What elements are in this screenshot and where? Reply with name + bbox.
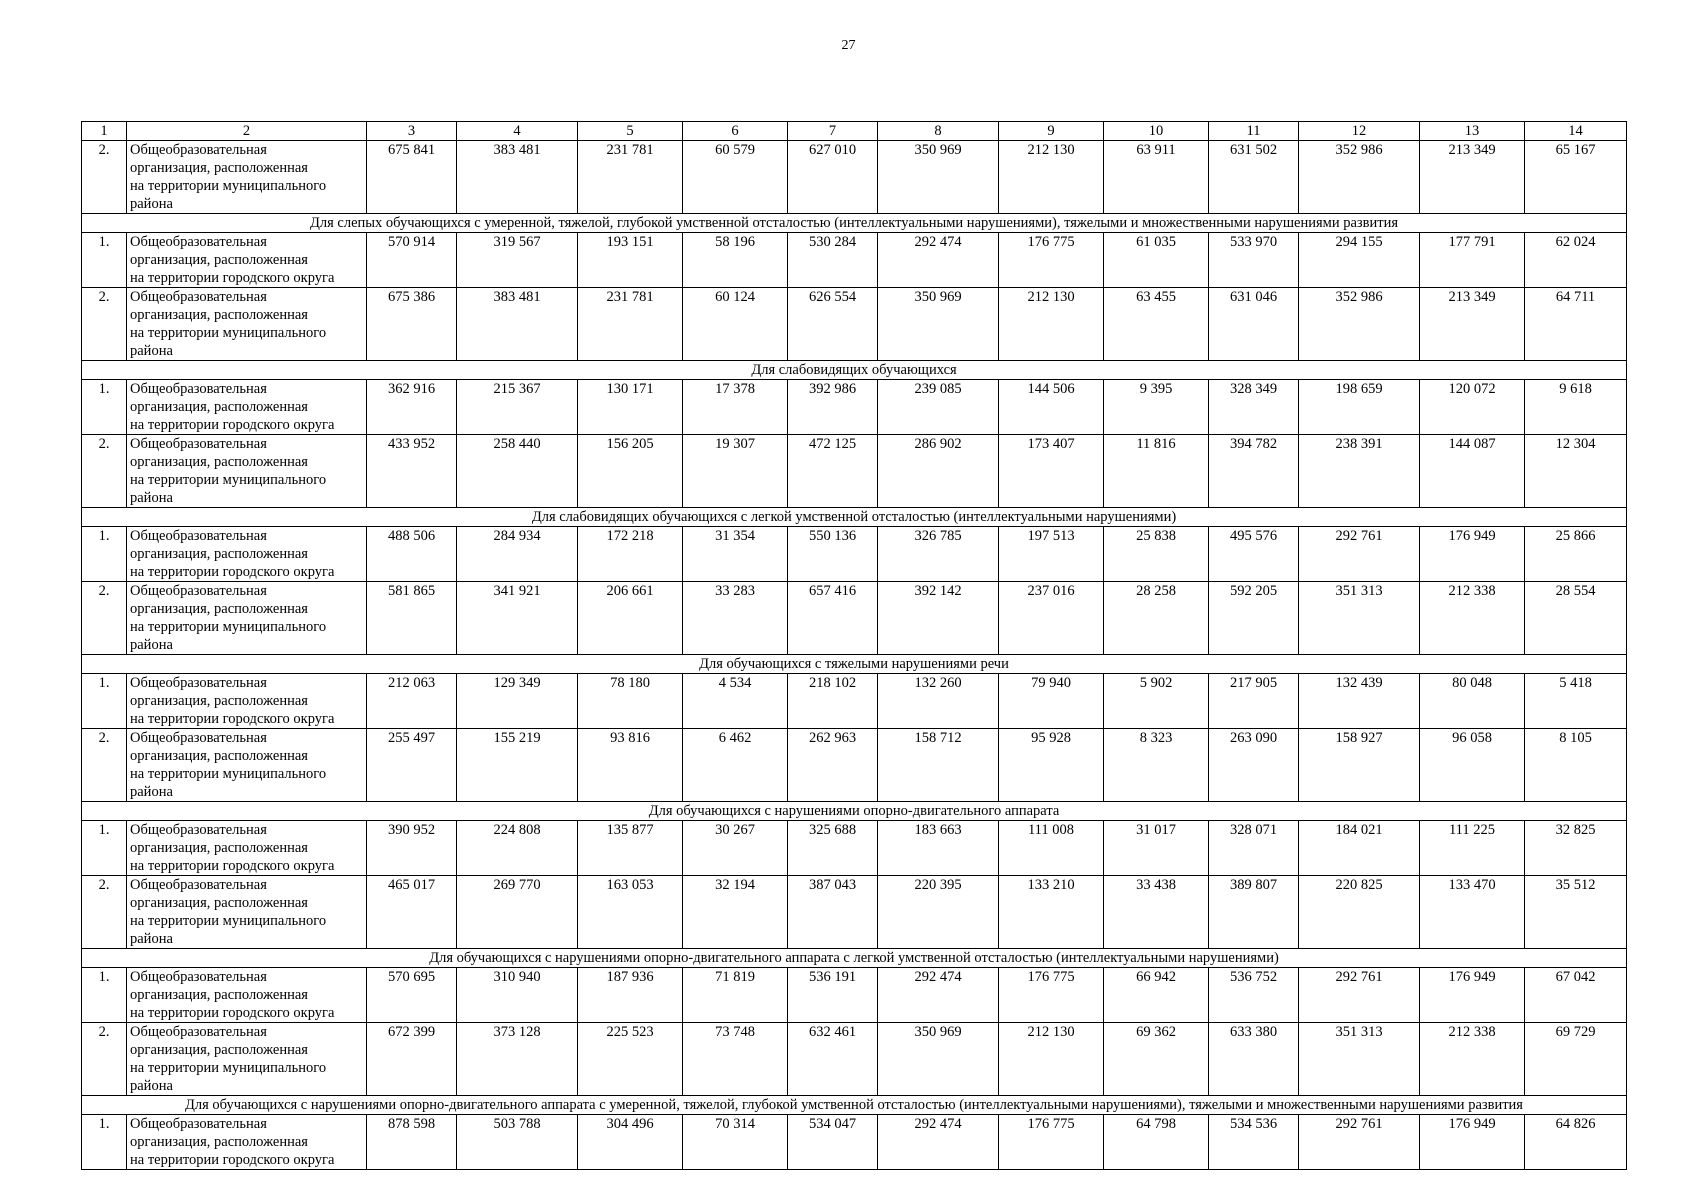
value-cell: 224 808 — [457, 821, 578, 876]
value-cell: 350 969 — [878, 1023, 999, 1096]
value-cell: 69 729 — [1525, 1023, 1627, 1096]
value-cell: 550 136 — [788, 527, 878, 582]
category-title: Для обучающихся с нарушениями опорно-двигательного аппарата с умеренной, тяжелой, глубокой умственной отсталостью (интеллектуальными нарушениями), тяжелыми и множественными нарушениями развития — [82, 1096, 1627, 1115]
value-cell: 4 534 — [683, 674, 788, 729]
value-cell: 212 338 — [1420, 1023, 1525, 1096]
organization-name — [127, 288, 367, 361]
organization-name-line: на территории городского округа — [130, 417, 335, 433]
organization-name-line: на территории муниципального — [130, 913, 327, 929]
row-number: 2. — [82, 141, 127, 214]
value-cell: 176 949 — [1420, 968, 1525, 1023]
value-cell: 350 969 — [878, 288, 999, 361]
value-cell: 198 659 — [1299, 380, 1420, 435]
organization-name-line: организация, расположенная — [130, 160, 308, 176]
value-cell: 212 130 — [999, 288, 1104, 361]
organization-name-line: Общеобразовательная — [130, 583, 267, 599]
organization-name-line: Общеобразовательная — [130, 969, 267, 985]
value-cell: 8 105 — [1525, 729, 1627, 802]
category-row — [82, 1096, 1627, 1115]
value-cell: 383 481 — [457, 288, 578, 361]
row-number: 2. — [82, 288, 127, 361]
value-cell: 292 761 — [1299, 1115, 1420, 1170]
column-number-header: 13 — [1420, 122, 1525, 141]
table-row — [82, 876, 1627, 949]
value-cell: 32 825 — [1525, 821, 1627, 876]
value-cell: 28 258 — [1104, 582, 1209, 655]
column-number-header: 5 — [578, 122, 683, 141]
value-cell: 392 986 — [788, 380, 878, 435]
value-cell: 206 661 — [578, 582, 683, 655]
value-cell: 63 911 — [1104, 141, 1209, 214]
value-cell: 33 283 — [683, 582, 788, 655]
organization-name-line: Общеобразовательная — [130, 822, 267, 838]
value-cell: 183 663 — [878, 821, 999, 876]
value-cell: 351 313 — [1299, 1023, 1420, 1096]
category-row — [82, 655, 1627, 674]
organization-name-line: Общеобразовательная — [130, 436, 267, 452]
row-number: 1. — [82, 821, 127, 876]
organization-name — [127, 435, 367, 508]
organization-name — [127, 821, 367, 876]
category-row — [82, 949, 1627, 968]
value-cell: 212 063 — [367, 674, 457, 729]
organization-name-line: Общеобразовательная — [130, 1024, 267, 1040]
value-cell: 132 439 — [1299, 674, 1420, 729]
table-row — [82, 1023, 1627, 1096]
value-cell: 177 791 — [1420, 233, 1525, 288]
value-cell: 394 782 — [1209, 435, 1299, 508]
value-cell: 326 785 — [878, 527, 999, 582]
value-cell: 292 474 — [878, 968, 999, 1023]
organization-name-line: района — [130, 343, 173, 359]
value-cell: 212 130 — [999, 141, 1104, 214]
row-number: 2. — [82, 1023, 127, 1096]
row-number: 1. — [82, 674, 127, 729]
table-row — [82, 582, 1627, 655]
value-cell: 328 349 — [1209, 380, 1299, 435]
value-cell: 71 819 — [683, 968, 788, 1023]
column-number-header: 4 — [457, 122, 578, 141]
row-number: 1. — [82, 233, 127, 288]
value-cell: 12 304 — [1525, 435, 1627, 508]
table-row — [82, 233, 1627, 288]
value-cell: 30 267 — [683, 821, 788, 876]
value-cell: 111 008 — [999, 821, 1104, 876]
organization-name-line: Общеобразовательная — [130, 730, 267, 746]
column-number-header: 7 — [788, 122, 878, 141]
value-cell: 197 513 — [999, 527, 1104, 582]
value-cell: 319 567 — [457, 233, 578, 288]
value-cell: 292 761 — [1299, 968, 1420, 1023]
organization-name-line: на территории муниципального — [130, 619, 327, 635]
value-cell: 570 695 — [367, 968, 457, 1023]
value-cell: 28 554 — [1525, 582, 1627, 655]
value-cell: 120 072 — [1420, 380, 1525, 435]
category-title: Для слабовидящих обучающихся с легкой умственной отсталостью (интеллектуальными нарушениями) — [82, 508, 1627, 527]
column-number-header: 2 — [127, 122, 367, 141]
value-cell: 672 399 — [367, 1023, 457, 1096]
value-cell: 465 017 — [367, 876, 457, 949]
value-cell: 218 102 — [788, 674, 878, 729]
value-cell: 95 928 — [999, 729, 1104, 802]
value-cell: 213 349 — [1420, 288, 1525, 361]
value-cell: 5 418 — [1525, 674, 1627, 729]
value-cell: 292 474 — [878, 233, 999, 288]
value-cell: 362 916 — [367, 380, 457, 435]
organization-name-line: Общеобразовательная — [130, 1116, 267, 1132]
organization-name-line: Общеобразовательная — [130, 528, 267, 544]
organization-name — [127, 729, 367, 802]
value-cell: 73 748 — [683, 1023, 788, 1096]
value-cell: 389 807 — [1209, 876, 1299, 949]
category-title: Для слепых обучающихся с умеренной, тяжелой, глубокой умственной отсталостью (интеллектуальными нарушениями), тяжелыми и множественными нарушениями развития — [82, 214, 1627, 233]
value-cell: 69 362 — [1104, 1023, 1209, 1096]
row-number: 2. — [82, 876, 127, 949]
value-cell: 31 017 — [1104, 821, 1209, 876]
value-cell: 158 927 — [1299, 729, 1420, 802]
organization-name-line: района — [130, 490, 173, 506]
organization-name-line: на территории городского округа — [130, 1005, 335, 1021]
organization-name-line: Общеобразовательная — [130, 289, 267, 305]
value-cell: 11 816 — [1104, 435, 1209, 508]
value-cell: 239 085 — [878, 380, 999, 435]
value-cell: 66 942 — [1104, 968, 1209, 1023]
organization-name-line: организация, расположенная — [130, 399, 308, 415]
value-cell: 79 940 — [999, 674, 1104, 729]
value-cell: 304 496 — [578, 1115, 683, 1170]
value-cell: 627 010 — [788, 141, 878, 214]
value-cell: 65 167 — [1525, 141, 1627, 214]
value-cell: 133 470 — [1420, 876, 1525, 949]
column-number-header: 1 — [82, 122, 127, 141]
row-number: 1. — [82, 380, 127, 435]
value-cell: 294 155 — [1299, 233, 1420, 288]
funding-table — [81, 121, 1627, 1170]
value-cell: 62 024 — [1525, 233, 1627, 288]
organization-name — [127, 141, 367, 214]
organization-name — [127, 582, 367, 655]
organization-name-line: организация, расположенная — [130, 693, 308, 709]
value-cell: 64 798 — [1104, 1115, 1209, 1170]
value-cell: 58 196 — [683, 233, 788, 288]
organization-name-line: организация, расположенная — [130, 546, 308, 562]
value-cell: 534 047 — [788, 1115, 878, 1170]
table-row — [82, 527, 1627, 582]
value-cell: 176 775 — [999, 968, 1104, 1023]
value-cell: 158 712 — [878, 729, 999, 802]
value-cell: 350 969 — [878, 141, 999, 214]
value-cell: 352 986 — [1299, 141, 1420, 214]
category-row — [82, 802, 1627, 821]
value-cell: 156 205 — [578, 435, 683, 508]
column-number-header: 12 — [1299, 122, 1420, 141]
value-cell: 184 021 — [1299, 821, 1420, 876]
value-cell: 19 307 — [683, 435, 788, 508]
value-cell: 310 940 — [457, 968, 578, 1023]
value-cell: 631 502 — [1209, 141, 1299, 214]
value-cell: 176 949 — [1420, 1115, 1525, 1170]
value-cell: 292 761 — [1299, 527, 1420, 582]
table-row — [82, 141, 1627, 214]
category-row — [82, 361, 1627, 380]
value-cell: 135 877 — [578, 821, 683, 876]
organization-name-line: на территории городского округа — [130, 1152, 335, 1168]
value-cell: 592 205 — [1209, 582, 1299, 655]
value-cell: 536 191 — [788, 968, 878, 1023]
organization-name-line: на территории городского округа — [130, 270, 335, 286]
value-cell: 60 124 — [683, 288, 788, 361]
value-cell: 133 210 — [999, 876, 1104, 949]
value-cell: 530 284 — [788, 233, 878, 288]
organization-name — [127, 1115, 367, 1170]
organization-name-line: района — [130, 931, 173, 947]
value-cell: 60 579 — [683, 141, 788, 214]
organization-name — [127, 527, 367, 582]
value-cell: 433 952 — [367, 435, 457, 508]
value-cell: 17 378 — [683, 380, 788, 435]
organization-name-line: района — [130, 784, 173, 800]
value-cell: 626 554 — [788, 288, 878, 361]
value-cell: 352 986 — [1299, 288, 1420, 361]
value-cell: 35 512 — [1525, 876, 1627, 949]
organization-name-line: района — [130, 1078, 173, 1094]
value-cell: 93 816 — [578, 729, 683, 802]
value-cell: 163 053 — [578, 876, 683, 949]
value-cell: 536 752 — [1209, 968, 1299, 1023]
value-cell: 570 914 — [367, 233, 457, 288]
value-cell: 217 905 — [1209, 674, 1299, 729]
value-cell: 284 934 — [457, 527, 578, 582]
value-cell: 8 323 — [1104, 729, 1209, 802]
value-cell: 533 970 — [1209, 233, 1299, 288]
value-cell: 63 455 — [1104, 288, 1209, 361]
value-cell: 61 035 — [1104, 233, 1209, 288]
value-cell: 341 921 — [457, 582, 578, 655]
row-number: 2. — [82, 435, 127, 508]
value-cell: 96 058 — [1420, 729, 1525, 802]
column-number-header: 8 — [878, 122, 999, 141]
page-number: 27 — [841, 38, 856, 53]
organization-name-line: Общеобразовательная — [130, 675, 267, 691]
value-cell: 172 218 — [578, 527, 683, 582]
value-cell: 657 416 — [788, 582, 878, 655]
organization-name — [127, 380, 367, 435]
organization-name — [127, 233, 367, 288]
value-cell: 5 902 — [1104, 674, 1209, 729]
organization-name — [127, 876, 367, 949]
value-cell: 212 130 — [999, 1023, 1104, 1096]
value-cell: 144 506 — [999, 380, 1104, 435]
row-number: 2. — [82, 729, 127, 802]
organization-name-line: на территории муниципального — [130, 178, 327, 194]
organization-name-line: на территории муниципального — [130, 1060, 327, 1076]
value-cell: 472 125 — [788, 435, 878, 508]
value-cell: 292 474 — [878, 1115, 999, 1170]
value-cell: 351 313 — [1299, 582, 1420, 655]
table-row — [82, 821, 1627, 876]
organization-name-line: на территории городского округа — [130, 564, 335, 580]
value-cell: 231 781 — [578, 141, 683, 214]
value-cell: 225 523 — [578, 1023, 683, 1096]
value-cell: 32 194 — [683, 876, 788, 949]
value-cell: 328 071 — [1209, 821, 1299, 876]
value-cell: 269 770 — [457, 876, 578, 949]
organization-name — [127, 968, 367, 1023]
value-cell: 155 219 — [457, 729, 578, 802]
organization-name-line: организация, расположенная — [130, 307, 308, 323]
value-cell: 632 461 — [788, 1023, 878, 1096]
value-cell: 373 128 — [457, 1023, 578, 1096]
row-number: 2. — [82, 582, 127, 655]
value-cell: 258 440 — [457, 435, 578, 508]
column-number-header: 9 — [999, 122, 1104, 141]
value-cell: 64 711 — [1525, 288, 1627, 361]
row-number: 1. — [82, 527, 127, 582]
organization-name-line: организация, расположенная — [130, 748, 308, 764]
column-number-header: 6 — [683, 122, 788, 141]
value-cell: 132 260 — [878, 674, 999, 729]
value-cell: 9 618 — [1525, 380, 1627, 435]
value-cell: 231 781 — [578, 288, 683, 361]
table-row — [82, 1115, 1627, 1170]
value-cell: 534 536 — [1209, 1115, 1299, 1170]
table-row — [82, 729, 1627, 802]
organization-name-line: на территории муниципального — [130, 472, 327, 488]
organization-name-line: на территории городского округа — [130, 711, 335, 727]
value-cell: 255 497 — [367, 729, 457, 802]
column-number-row — [82, 122, 1627, 141]
table-row — [82, 968, 1627, 1023]
row-number: 1. — [82, 1115, 127, 1170]
organization-name-line: района — [130, 637, 173, 653]
value-cell: 130 171 — [578, 380, 683, 435]
value-cell: 176 775 — [999, 233, 1104, 288]
organization-name — [127, 1023, 367, 1096]
organization-name-line: организация, расположенная — [130, 987, 308, 1003]
value-cell: 6 462 — [683, 729, 788, 802]
column-number-header: 11 — [1209, 122, 1299, 141]
value-cell: 176 775 — [999, 1115, 1104, 1170]
value-cell: 64 826 — [1525, 1115, 1627, 1170]
value-cell: 878 598 — [367, 1115, 457, 1170]
value-cell: 215 367 — [457, 380, 578, 435]
table-row — [82, 380, 1627, 435]
value-cell: 25 866 — [1525, 527, 1627, 582]
value-cell: 238 391 — [1299, 435, 1420, 508]
value-cell: 286 902 — [878, 435, 999, 508]
value-cell: 392 142 — [878, 582, 999, 655]
value-cell: 237 016 — [999, 582, 1104, 655]
column-number-header: 3 — [367, 122, 457, 141]
table-row — [82, 435, 1627, 508]
value-cell: 80 048 — [1420, 674, 1525, 729]
category-title: Для слабовидящих обучающихся — [82, 361, 1627, 380]
organization-name-line: организация, расположенная — [130, 601, 308, 617]
organization-name-line: на территории городского округа — [130, 858, 335, 874]
value-cell: 633 380 — [1209, 1023, 1299, 1096]
value-cell: 383 481 — [457, 141, 578, 214]
value-cell: 187 936 — [578, 968, 683, 1023]
organization-name-line: организация, расположенная — [130, 840, 308, 856]
value-cell: 325 688 — [788, 821, 878, 876]
value-cell: 390 952 — [367, 821, 457, 876]
organization-name-line: Общеобразовательная — [130, 142, 267, 158]
organization-name-line: организация, расположенная — [130, 1134, 308, 1150]
organization-name-line: Общеобразовательная — [130, 381, 267, 397]
organization-name-line: Общеобразовательная — [130, 877, 267, 893]
category-title: Для обучающихся с нарушениями опорно-двигательного аппарата — [82, 802, 1627, 821]
organization-name-line: на территории муниципального — [130, 325, 327, 341]
value-cell: 111 225 — [1420, 821, 1525, 876]
table-row — [82, 674, 1627, 729]
organization-name-line: района — [130, 196, 173, 212]
value-cell: 129 349 — [457, 674, 578, 729]
value-cell: 488 506 — [367, 527, 457, 582]
value-cell: 173 407 — [999, 435, 1104, 508]
value-cell: 631 046 — [1209, 288, 1299, 361]
value-cell: 176 949 — [1420, 527, 1525, 582]
value-cell: 503 788 — [457, 1115, 578, 1170]
value-cell: 220 395 — [878, 876, 999, 949]
value-cell: 387 043 — [788, 876, 878, 949]
table-row — [82, 288, 1627, 361]
value-cell: 78 180 — [578, 674, 683, 729]
category-title: Для обучающихся с тяжелыми нарушениями речи — [82, 655, 1627, 674]
category-title: Для обучающихся с нарушениями опорно-двигательного аппарата с легкой умственной отсталостью (интеллектуальными нарушениями) — [82, 949, 1627, 968]
value-cell: 9 395 — [1104, 380, 1209, 435]
value-cell: 220 825 — [1299, 876, 1420, 949]
category-row — [82, 214, 1627, 233]
organization-name-line: организация, расположенная — [130, 454, 308, 470]
organization-name-line: на территории муниципального — [130, 766, 327, 782]
value-cell: 675 841 — [367, 141, 457, 214]
value-cell: 70 314 — [683, 1115, 788, 1170]
value-cell: 581 865 — [367, 582, 457, 655]
column-number-header: 14 — [1525, 122, 1627, 141]
value-cell: 675 386 — [367, 288, 457, 361]
value-cell: 193 151 — [578, 233, 683, 288]
organization-name-line: организация, расположенная — [130, 1042, 308, 1058]
value-cell: 213 349 — [1420, 141, 1525, 214]
value-cell: 25 838 — [1104, 527, 1209, 582]
value-cell: 67 042 — [1525, 968, 1627, 1023]
column-number-header: 10 — [1104, 122, 1209, 141]
table-body — [82, 122, 1627, 1170]
row-number: 1. — [82, 968, 127, 1023]
organization-name — [127, 674, 367, 729]
value-cell: 31 354 — [683, 527, 788, 582]
value-cell: 495 576 — [1209, 527, 1299, 582]
value-cell: 263 090 — [1209, 729, 1299, 802]
organization-name-line: организация, расположенная — [130, 895, 308, 911]
organization-name-line: Общеобразовательная — [130, 234, 267, 250]
value-cell: 262 963 — [788, 729, 878, 802]
organization-name-line: организация, расположенная — [130, 252, 308, 268]
value-cell: 33 438 — [1104, 876, 1209, 949]
value-cell: 212 338 — [1420, 582, 1525, 655]
value-cell: 144 087 — [1420, 435, 1525, 508]
category-row — [82, 508, 1627, 527]
